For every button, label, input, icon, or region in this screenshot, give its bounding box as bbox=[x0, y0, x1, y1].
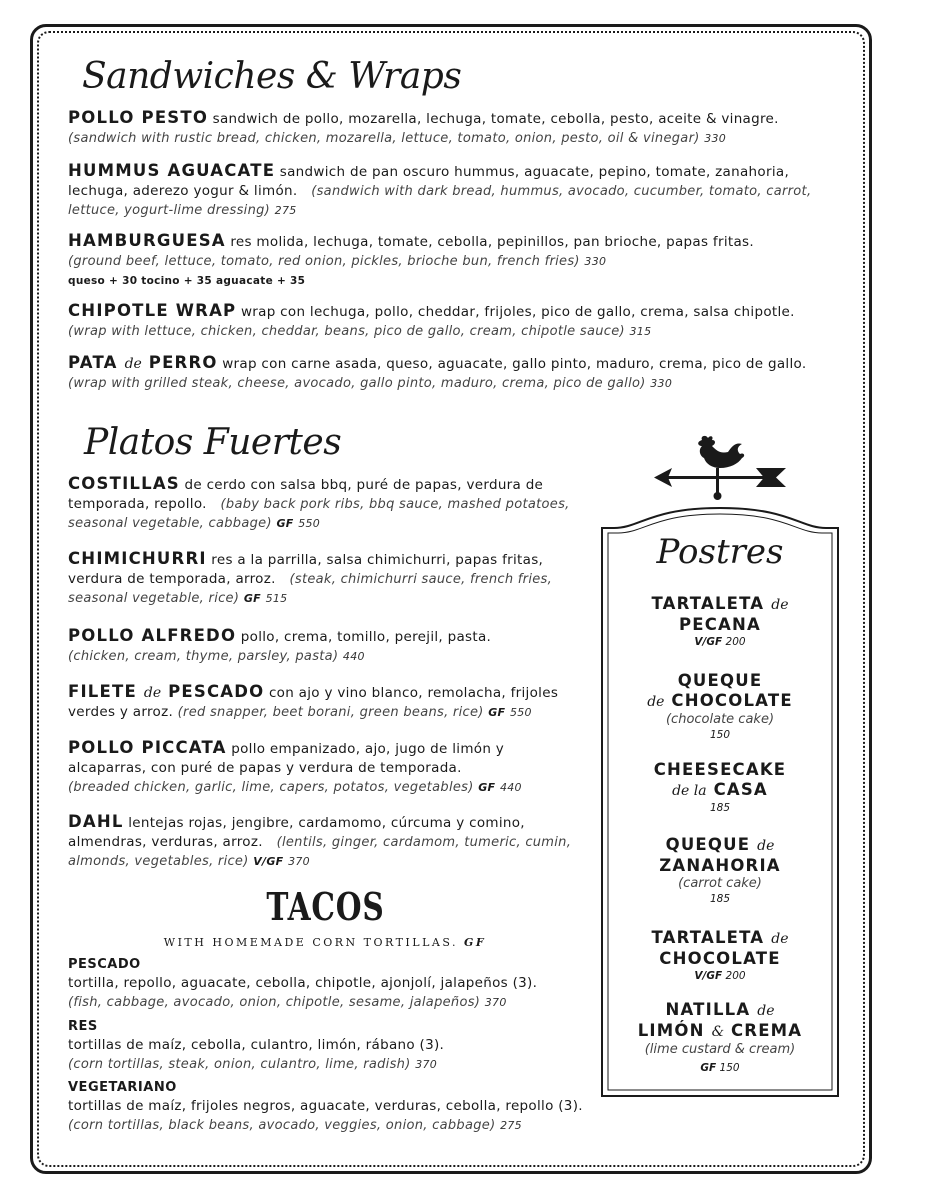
item-price: 330 bbox=[584, 255, 607, 268]
item-name: RES bbox=[68, 1019, 98, 1034]
menu-item-dahl bbox=[68, 812, 578, 871]
menu-item-filete-de-pescado bbox=[68, 682, 583, 722]
item-description: con ajo y vino blanco, remolacha, frijoles verdes y arroz. bbox=[68, 685, 559, 720]
dessert-cheesecake bbox=[600, 760, 840, 815]
item-price: 330 bbox=[650, 377, 673, 390]
item-english: (ground beef, lettuce, tomato, red onion, pickles, brioche bun, french fries) bbox=[68, 254, 580, 269]
item-description: wrap con lechuga, pollo, cheddar, frijoles, pico de gallo, crema, salsa chipotle. bbox=[240, 304, 795, 320]
item-description: pollo, crema, tomillo, perejil, pasta. bbox=[240, 629, 492, 645]
taco-item-vegetariano bbox=[68, 1078, 583, 1135]
item-price: 440 bbox=[342, 650, 365, 663]
menu-item-costillas bbox=[68, 474, 578, 533]
item-english: (chocolate cake) bbox=[665, 712, 775, 727]
menu-item-pollo-alfredo bbox=[68, 626, 588, 666]
item-tag: GF bbox=[243, 592, 261, 605]
item-name: TARTALETA de PECANA bbox=[651, 594, 789, 634]
item-name: CHEESECAKE de la CASA bbox=[653, 760, 787, 799]
menu-item-hamburguesa bbox=[68, 231, 808, 291]
item-name: PATA de PERRO bbox=[68, 353, 218, 372]
item-english: (corn tortillas, steak, onion, culantro, lime, radish) bbox=[68, 1057, 411, 1072]
item-description: lentejas rojas, jengibre, cardamomo, cúrcuma y comino, almendras, verduras, arroz. bbox=[68, 815, 525, 850]
item-english: (wrap with lettuce, chicken, cheddar, beans, pico de gallo, cream, chipotle sauce) bbox=[68, 324, 625, 339]
menu-item-pollo-pesto bbox=[68, 108, 808, 148]
item-name: VEGETARIANO bbox=[68, 1080, 177, 1095]
item-english: (steak, chimichurri sauce, french fries, seasonal vegetable, rice) bbox=[68, 572, 553, 606]
item-price: 370 bbox=[484, 996, 507, 1009]
item-name: PESCADO bbox=[68, 957, 141, 972]
item-price: 370 bbox=[415, 1058, 438, 1071]
section-title-tacos: TACOS bbox=[266, 884, 385, 929]
taco-item-pescado bbox=[68, 955, 537, 1012]
item-name: POLLO PESTO bbox=[68, 108, 209, 127]
item-price: 275 bbox=[500, 1119, 522, 1132]
item-name: POLLO PICCATA bbox=[68, 738, 227, 757]
item-description: de cerdo con salsa bbq, puré de papas, verdura de temporada, repollo. bbox=[68, 477, 544, 512]
item-price: GF 150 bbox=[700, 1062, 740, 1074]
section-title-postres: Postres bbox=[656, 532, 784, 572]
item-price: 185 bbox=[709, 802, 731, 814]
item-price: 550 bbox=[298, 517, 321, 530]
item-english: (red snapper, beet borani, green beans, rice) bbox=[177, 705, 484, 720]
item-english: (corn tortillas, black beans, avocado, veggies, onion, cabbage) bbox=[68, 1118, 496, 1133]
dessert-tartaleta-chocolate bbox=[600, 928, 840, 983]
section-title-platos: Platos Fuertes bbox=[84, 422, 342, 463]
item-english: (baby back pork ribs, bbq sauce, mashed potatoes, seasonal vegetable, cabbage) bbox=[68, 497, 570, 531]
item-addons: queso + 30 tocino + 35 aguacate + 35 bbox=[68, 275, 306, 287]
item-english: (wrap with grilled steak, cheese, avocado, gallo pinto, maduro, crema, pico de gallo) bbox=[68, 376, 646, 391]
item-tag: GF bbox=[276, 517, 294, 530]
section-title-sandwiches: Sandwiches & Wraps bbox=[82, 56, 462, 97]
item-name: HUMMUS AGUACATE bbox=[68, 161, 276, 180]
item-english: (sandwich with rustic bread, chicken, mozarella, lettuce, tomato, onion, pesto, oil & vinegar) bbox=[68, 131, 700, 146]
item-tag: GF bbox=[478, 781, 496, 794]
item-name: QUEQUE de ZANAHORIA bbox=[659, 835, 781, 875]
item-name: CHIPOTLE WRAP bbox=[68, 301, 237, 320]
item-description: sandwich de pan oscuro hummus, aguacate, pepino, tomate, zanahoria, lechuga, aderezo yogur & limón. bbox=[68, 164, 790, 199]
item-price: 370 bbox=[288, 855, 310, 868]
item-price: 440 bbox=[499, 781, 522, 794]
item-name: TARTALETA de CHOCOLATE bbox=[651, 928, 789, 968]
menu-item-chipotle-wrap bbox=[68, 301, 828, 341]
item-name: HAMBURGUESA bbox=[68, 231, 226, 250]
item-price: 330 bbox=[704, 132, 727, 145]
item-tag: GF bbox=[463, 936, 487, 949]
item-description: res a la parrilla, salsa chimichurri, papas fritas, verdura de temporada, arroz. bbox=[68, 552, 544, 587]
item-name: CHIMICHURRI bbox=[68, 549, 207, 568]
tacos-subtitle: WITH HOMEMADE CORN TORTILLAS. GF bbox=[163, 936, 487, 949]
item-name: COSTILLAS bbox=[68, 474, 180, 493]
item-english: (lime custard & cream) bbox=[644, 1042, 796, 1057]
rooster-weathervane-icon bbox=[650, 432, 790, 512]
menu-item-hummus-aguacate bbox=[68, 161, 828, 220]
item-name: POLLO ALFREDO bbox=[68, 626, 237, 645]
taco-item-res bbox=[68, 1017, 444, 1074]
item-description: pollo empanizado, ajo, jugo de limón y alcaparras, con puré de papas y verdura de temporada. bbox=[68, 741, 505, 776]
item-english: (carrot cake) bbox=[678, 876, 762, 891]
item-price: V/GF 200 bbox=[694, 970, 746, 982]
item-description: tortillas de maíz, cebolla, culantro, limón, rábano (3). bbox=[68, 1037, 445, 1053]
item-price: 275 bbox=[274, 204, 297, 217]
item-english: (sandwich with dark bread, hummus, avocado, cucumber, tomato, carrot, lettuce, yogurt-lime dressing) bbox=[68, 184, 812, 218]
item-english: (chicken, cream, thyme, parsley, pasta) bbox=[68, 649, 339, 664]
item-name: NATILLA de LIMÓN & CREMA bbox=[637, 1000, 803, 1040]
item-price: 515 bbox=[265, 592, 288, 605]
dessert-natilla bbox=[600, 1000, 840, 1075]
item-english: (fish, cabbage, avocado, onion, chipotle, sesame, jalapeños) bbox=[68, 995, 481, 1010]
item-price: 315 bbox=[629, 325, 652, 338]
item-price: V/GF 200 bbox=[694, 636, 746, 648]
menu-item-chimichurri bbox=[68, 549, 583, 608]
menu-item-pollo-piccata bbox=[68, 738, 578, 797]
dessert-queque-chocolate bbox=[600, 671, 840, 742]
item-english: (breaded chicken, garlic, lime, capers, potatos, vegetables) bbox=[68, 780, 474, 795]
item-price: 150 bbox=[709, 729, 731, 741]
item-description: sandwich de pollo, mozarella, lechuga, tomate, cebolla, pesto, aceite & vinagre. bbox=[212, 111, 779, 127]
menu-item-pata-de-perro bbox=[68, 353, 838, 393]
item-description: tortilla, repollo, aguacate, cebolla, chipotle, ajonjolí, jalapeños (3). bbox=[68, 975, 538, 991]
item-description: wrap con carne asada, queso, aguacate, gallo pinto, maduro, crema, pico de gallo. bbox=[222, 356, 807, 372]
dessert-tartaleta-pecana bbox=[600, 594, 840, 649]
item-description: res molida, lechuga, tomate, cebolla, pepinillos, pan brioche, papas fritas. bbox=[230, 234, 754, 250]
item-name: DAHL bbox=[68, 812, 124, 831]
item-price: 185 bbox=[709, 893, 731, 905]
item-name: FILETE de PESCADO bbox=[68, 682, 265, 701]
item-price: 550 bbox=[509, 706, 532, 719]
item-tag: GF bbox=[488, 706, 506, 719]
item-english: (lentils, ginger, cardamom, tumeric, cumin, almonds, vegetables, rice) bbox=[68, 835, 572, 869]
item-tag: V/GF bbox=[253, 855, 284, 868]
dessert-queque-zanahoria bbox=[600, 835, 840, 906]
item-description: tortillas de maíz, frijoles negros, aguacate, verduras, cebolla, repollo (3). bbox=[68, 1098, 583, 1114]
item-name: QUEQUE de CHOCOLATE bbox=[647, 671, 793, 710]
